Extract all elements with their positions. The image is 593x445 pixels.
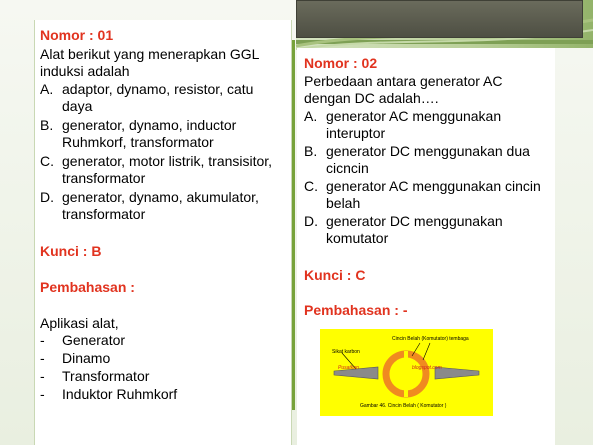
answer-key-right: Kunci : C bbox=[304, 267, 366, 283]
option-mark-a-left: A. bbox=[40, 81, 54, 97]
pointer-line-top-2 bbox=[423, 343, 430, 360]
question-text-left-line1: Alat berikut yang menerapkan GGL bbox=[40, 46, 260, 62]
question-number-left: Nomor : 01 bbox=[40, 27, 114, 43]
option-text-c-right-1: generator AC menggunakan cincin bbox=[326, 178, 541, 194]
discussion-title-right: Pembahasan : - bbox=[304, 302, 408, 318]
option-text-c-left-2: transformator bbox=[62, 170, 146, 186]
option-text-a-right-2: interuptor bbox=[326, 125, 386, 141]
ring-gap-bottom bbox=[404, 389, 408, 397]
question-text-right-line2: dengan DC adalah…. bbox=[304, 90, 439, 106]
option-text-d-right-1: generator DC menggunakan bbox=[326, 213, 503, 229]
option-text-d-right-2: komutator bbox=[326, 230, 389, 246]
apps-item-3: Transformator bbox=[62, 368, 150, 384]
option-text-a-left-2: daya bbox=[62, 98, 93, 114]
label-brush: Sikat karbon bbox=[332, 349, 360, 355]
option-text-d-left-1: generator, dynamo, akumulator, bbox=[62, 189, 259, 205]
watermark-right: blogspot.com bbox=[412, 365, 442, 371]
question-text-left-line2: induksi adalah bbox=[40, 63, 130, 79]
apps-title: Aplikasi alat, bbox=[40, 315, 119, 331]
option-text-b-right-2: cicncin bbox=[326, 160, 369, 176]
apps-item-1: Generator bbox=[62, 332, 126, 348]
commutator-diagram bbox=[320, 329, 493, 416]
split-ring-shape bbox=[386, 354, 426, 394]
option-text-a-right-1: generator AC menggunakan bbox=[326, 108, 502, 124]
option-text-c-left-1: generator, motor listrik, transisitor, bbox=[62, 153, 273, 169]
watermark-left: Pusatkan bbox=[338, 365, 359, 371]
option-text-d-left-2: transformator bbox=[62, 206, 146, 222]
option-text-b-left-2: Ruhmkorf, transformator bbox=[62, 134, 214, 150]
option-mark-a-right: A. bbox=[304, 108, 318, 124]
option-text-a-left-1: adaptor, dynamo, resistor, catu bbox=[62, 81, 254, 97]
option-mark-d-left: D. bbox=[40, 189, 54, 205]
option-mark-b-right: B. bbox=[304, 143, 318, 159]
option-text-b-left-1: generator, dynamo, inductor bbox=[62, 117, 237, 133]
decoration-dark-box bbox=[296, 0, 583, 38]
apps-bullet-1: - bbox=[40, 332, 45, 348]
option-text-c-right-2: belah bbox=[326, 195, 361, 211]
apps-bullet-4: - bbox=[40, 386, 45, 402]
discussion-title-left: Pembahasan : bbox=[40, 279, 135, 295]
apps-item-2: Dinamo bbox=[62, 350, 111, 366]
option-mark-c-left: C. bbox=[40, 153, 54, 169]
divider-line bbox=[292, 40, 295, 410]
option-mark-c-right: C. bbox=[304, 178, 318, 194]
option-text-b-right-1: generator DC menggunakan dua bbox=[326, 143, 530, 159]
label-commutator: Cincin Belah (Komutator) tembaga bbox=[392, 336, 469, 342]
option-mark-b-left: B. bbox=[40, 117, 54, 133]
option-mark-d-right: D. bbox=[304, 213, 318, 229]
apps-bullet-3: - bbox=[40, 368, 45, 384]
answer-key-left: Kunci : B bbox=[40, 243, 102, 259]
apps-bullet-2: - bbox=[40, 350, 45, 366]
ring-gap-top bbox=[404, 351, 408, 359]
question-text-right-line1: Perbedaan antara generator AC bbox=[304, 73, 503, 89]
diagram-caption: Gambar 46. Cincin Belah ( Komutator ) bbox=[360, 403, 447, 409]
question-number-right: Nomor : 02 bbox=[304, 55, 378, 71]
apps-item-4: Induktor Ruhmkorf bbox=[62, 386, 178, 402]
